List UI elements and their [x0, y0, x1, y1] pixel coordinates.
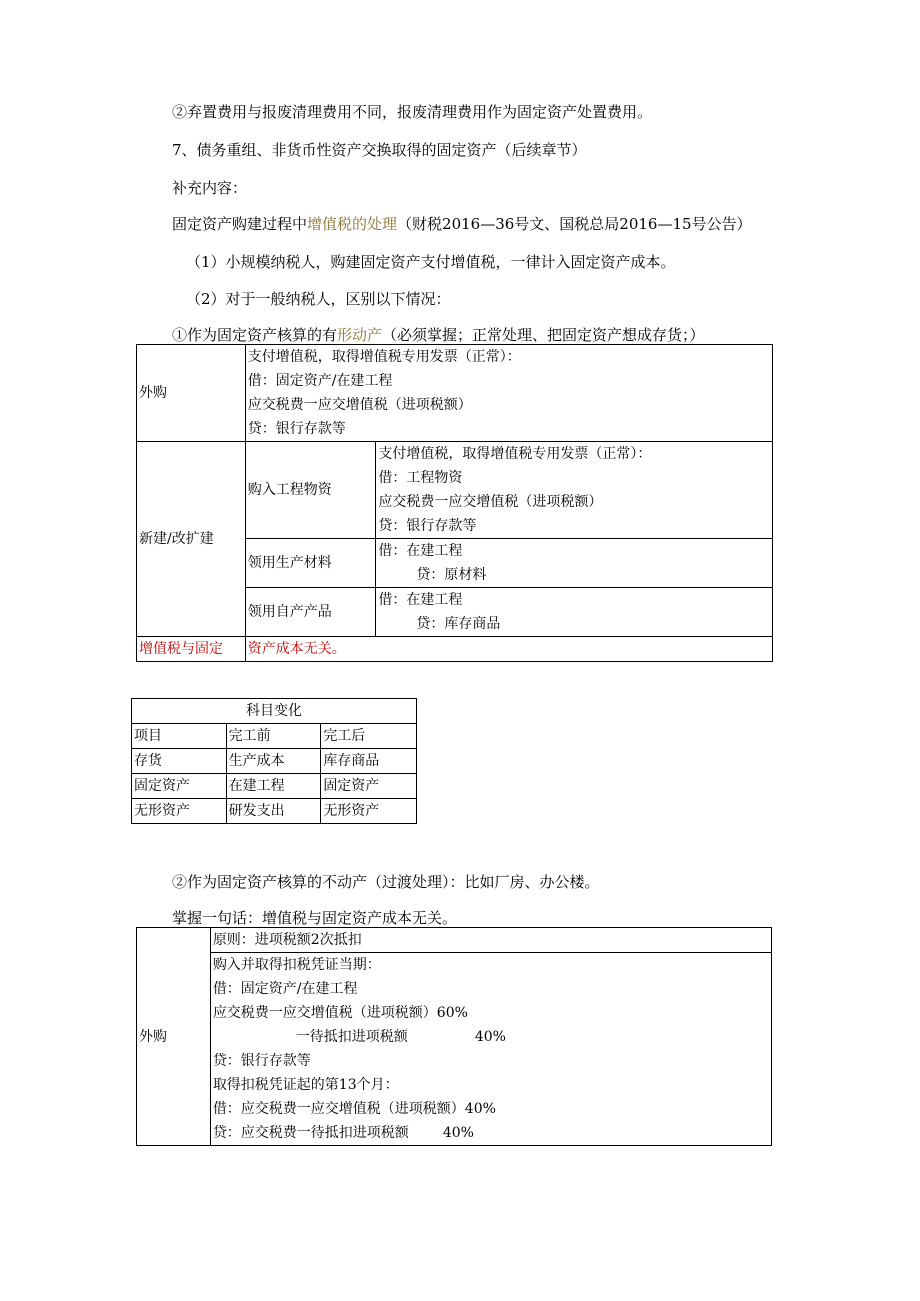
entry-line: 借：在建工程	[378, 592, 463, 608]
para-small-taxpayer: （1）小规模纳税人，购建固定资产支付增值税，一律计入固定资产成本。	[186, 253, 676, 271]
highlight-text: 增值税的处理	[307, 215, 398, 233]
entry-line: 贷：银行存款等	[247, 421, 346, 437]
entry-line: 借：在建工程	[378, 543, 463, 559]
entry-line	[213, 1121, 769, 1145]
table-row	[137, 928, 772, 953]
waigou-entry	[245, 345, 772, 442]
table-title: 科目变化	[132, 699, 417, 724]
table-header-row	[132, 724, 417, 749]
cell: 库存商品	[321, 749, 417, 774]
cell: 存货	[132, 749, 227, 774]
entry-line: 贷：原材料	[416, 567, 487, 583]
movable-asset-table	[136, 344, 773, 662]
text: 固定资产购建过程中	[172, 215, 308, 233]
entry-line: 借：应交税费一应交增值税（进项税额）40%	[212, 1101, 496, 1117]
table-row	[137, 345, 773, 442]
table-row	[137, 637, 773, 662]
para-key-sentence: 掌握一句话：增值税与固定资产成本无关。	[172, 909, 458, 927]
percent: 40%	[474, 1029, 506, 1045]
entry-line: 借：固定资产/在建工程	[212, 981, 358, 997]
entry-line: 借：固定资产/在建工程	[247, 373, 393, 389]
percent: 40%	[442, 1125, 474, 1141]
header-cell: 项目	[132, 724, 227, 749]
cell: 固定资产	[132, 774, 227, 799]
para-debt-restructuring: 7、债务重组、非货币性资产交换取得的固定资产（后续章节）	[172, 141, 587, 159]
table-row	[137, 442, 773, 539]
entry-line: 支付增值税，取得增值税专用发票（正常）：	[378, 446, 652, 462]
entry-line: 应交税费一应交增值税（进项税额）60%	[212, 1005, 468, 1021]
journal-entry	[210, 953, 771, 1146]
account-change-table	[131, 698, 417, 824]
entry-line: 支付增值税，取得增值税专用发票（正常）：	[247, 349, 521, 365]
cell: 生产成本	[226, 749, 321, 774]
footer-note-b: 资产成本无关。	[245, 637, 772, 662]
lingyong-product-entry	[376, 588, 773, 637]
entry-line: 取得扣税凭证起的第13个月：	[212, 1077, 399, 1093]
para-disposal-cost: ②弃置费用与报废清理费用不同，报废清理费用作为固定资产处置费用。	[172, 103, 653, 121]
text: （必须掌握；正常处理、把固定资产想成存货；）	[382, 326, 705, 344]
para-general-taxpayer: （2）对于一般纳税人，区别以下情况：	[186, 290, 451, 308]
sub-label-gouru: 购入工程物资	[245, 442, 376, 539]
entry-line: 借：工程物资	[378, 470, 463, 486]
text: ①作为固定资产核算的有	[172, 326, 338, 344]
para-supplement: 补充内容：	[172, 179, 248, 197]
row-label-waigou: 外购	[137, 345, 246, 442]
entry-line: 贷：银行存款等	[378, 518, 477, 534]
table-row	[137, 953, 772, 1146]
text: 一待抵扣进项税额	[295, 1029, 408, 1045]
para-vat-treatment	[172, 214, 752, 234]
para-immovable-assets: ②作为固定资产核算的不动产（过渡处理）：比如厂房、办公楼。	[172, 873, 600, 891]
header-cell: 完工前	[226, 724, 321, 749]
sub-label-lingyong-material: 领用生产材料	[245, 539, 376, 588]
lingyong-material-entry	[376, 539, 773, 588]
entry-line: 应交税费一应交增值税（进项税额）	[378, 494, 603, 510]
entry-line: 贷：银行存款等	[212, 1053, 311, 1069]
entry-line: 贷：库存商品	[416, 616, 501, 632]
gouru-entry	[376, 442, 773, 539]
row-label-xinjian: 新建/改扩建	[137, 442, 246, 637]
table-row	[132, 749, 417, 774]
text: （财税2016—36号文、国税总局2016—15号公告）	[397, 215, 752, 233]
immovable-asset-table	[136, 927, 772, 1146]
cell: 在建工程	[226, 774, 321, 799]
footer-note-a: 增值税与固定	[137, 637, 246, 662]
cell: 无形资产	[132, 799, 227, 824]
highlight-text: 形动产	[337, 326, 383, 344]
cell: 无形资产	[321, 799, 417, 824]
cell: 研发支出	[226, 799, 321, 824]
table-row	[132, 799, 417, 824]
text: 贷：应交税费一待抵扣进项税额	[212, 1125, 409, 1141]
entry-line: 购入并取得扣税凭证当期：	[212, 957, 381, 973]
row-label-waigou: 外购	[137, 928, 211, 1146]
cell: 固定资产	[321, 774, 417, 799]
header-cell: 完工后	[321, 724, 417, 749]
sub-label-lingyong-product: 领用自产产品	[245, 588, 376, 637]
entry-line	[213, 1025, 769, 1049]
table-row	[132, 699, 417, 724]
principle-cell: 原则：进项税额2次抵扣	[210, 928, 771, 953]
para-movable-assets	[172, 325, 705, 345]
entry-line: 应交税费一应交增值税（进项税额）	[247, 397, 472, 413]
table-row	[132, 774, 417, 799]
